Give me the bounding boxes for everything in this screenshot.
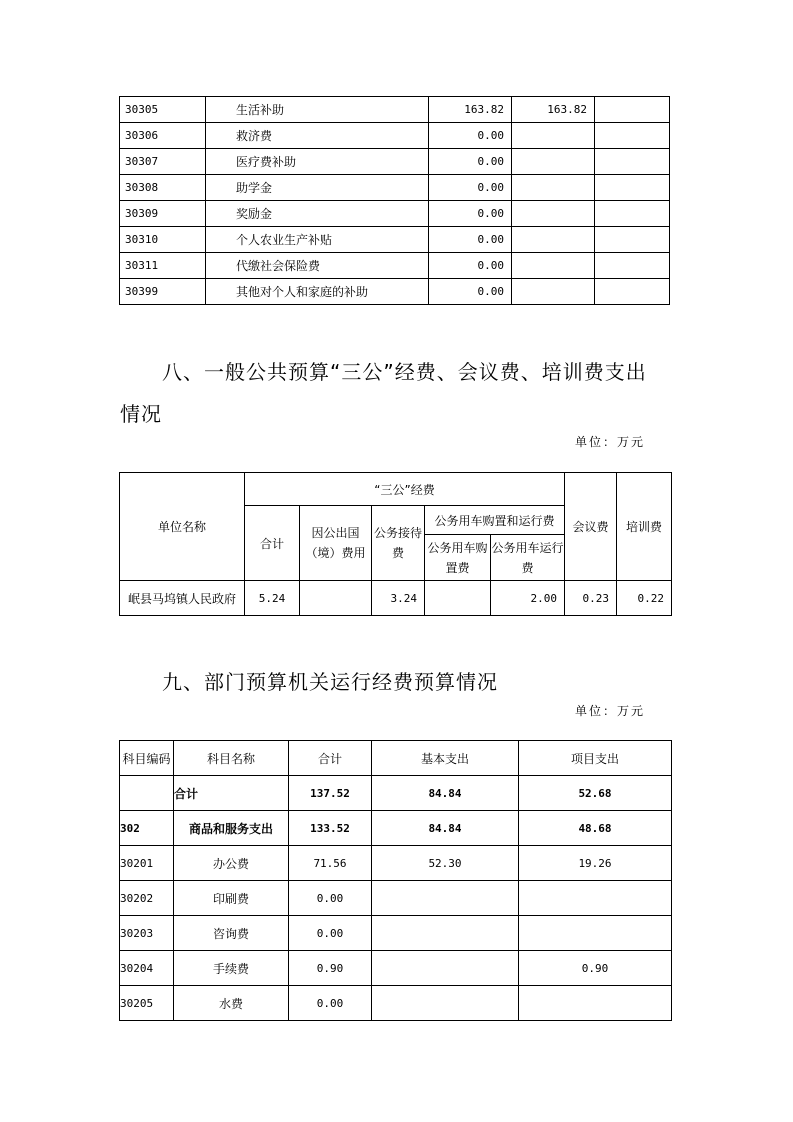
basic-cell: [372, 951, 519, 986]
basic-cell: [512, 253, 595, 279]
table-row: [120, 97, 670, 123]
table-row: [120, 581, 672, 616]
table-row: [120, 881, 672, 916]
abroad-header: 因公出国（境）费用: [300, 506, 372, 581]
vehicle-operation-header: 公务用车运行费: [491, 535, 565, 581]
name-cell: 生活补助: [206, 97, 429, 123]
table-row: [120, 227, 670, 253]
basic-cell: [372, 881, 519, 916]
code-cell: 30306: [120, 123, 206, 149]
name-cell: 商品和服务支出: [174, 811, 289, 846]
name-cell: 手续费: [174, 951, 289, 986]
project-cell: 48.68: [519, 811, 672, 846]
basic-cell: [512, 227, 595, 253]
operating-expense-table: [119, 740, 672, 1021]
code-cell: 30308: [120, 175, 206, 201]
section9-title: 九、部门预算机关运行经费预算情况: [162, 670, 498, 694]
basic-cell: [512, 175, 595, 201]
code-cell: [120, 776, 174, 811]
basic-cell: [512, 201, 595, 227]
name-cell: 合计: [174, 776, 289, 811]
name-cell: 救济费: [206, 123, 429, 149]
code-cell: 30399: [120, 279, 206, 305]
sangong-table: [119, 472, 672, 616]
meeting-header: 会议费: [565, 473, 617, 581]
section9-unit: 单位：万元: [575, 704, 646, 718]
basic-cell: [372, 916, 519, 951]
reception-header: 公务接待费: [372, 506, 425, 581]
table-row: [120, 986, 672, 1021]
section8-unit: 单位：万元: [575, 435, 646, 449]
table-row: [120, 916, 672, 951]
project-cell: [595, 227, 670, 253]
vehicle-header: 公务用车购置和运行费: [425, 506, 565, 535]
basic-cell: [512, 149, 595, 175]
basic-cell: 84.84: [372, 811, 519, 846]
total-cell: 0.00: [429, 201, 512, 227]
name-cell: 咨询费: [174, 916, 289, 951]
project-cell: [595, 175, 670, 201]
code-cell: 30201: [120, 846, 174, 881]
project-cell: 0.90: [519, 951, 672, 986]
total-cell: 0.00: [429, 227, 512, 253]
vehicle-purchase-cell: [425, 581, 491, 616]
total-cell: 137.52: [289, 776, 372, 811]
meeting-cell: 0.23: [565, 581, 617, 616]
table-row: [120, 123, 670, 149]
project-cell: 52.68: [519, 776, 672, 811]
code-cell: 30309: [120, 201, 206, 227]
basic-cell: [512, 123, 595, 149]
project-cell: [595, 149, 670, 175]
name-cell: 个人农业生产补贴: [206, 227, 429, 253]
basic-cell: [512, 279, 595, 305]
code-cell: 30203: [120, 916, 174, 951]
training-header: 培训费: [617, 473, 672, 581]
table-row: [120, 175, 670, 201]
basic-cell: 52.30: [372, 846, 519, 881]
total-cell: 0.90: [289, 951, 372, 986]
project-cell: [595, 201, 670, 227]
table-row: [120, 951, 672, 986]
code-cell: 30310: [120, 227, 206, 253]
name-cell: 办公费: [174, 846, 289, 881]
total-cell: 0.00: [429, 279, 512, 305]
total-cell: 0.00: [429, 175, 512, 201]
name-header: 科目名称: [174, 741, 289, 776]
project-cell: [595, 123, 670, 149]
name-cell: 代缴社会保险费: [206, 253, 429, 279]
code-cell: 30204: [120, 951, 174, 986]
total-cell: 0.00: [289, 916, 372, 951]
code-header: 科目编码: [120, 741, 174, 776]
project-cell: [595, 279, 670, 305]
total-cell: 0.00: [429, 123, 512, 149]
total-cell: 5.24: [245, 581, 300, 616]
total-cell: 71.56: [289, 846, 372, 881]
unit-name-header: 单位名称: [120, 473, 245, 581]
code-cell: 30305: [120, 97, 206, 123]
total-header: 合计: [245, 506, 300, 581]
total-cell: 0.00: [429, 149, 512, 175]
basic-header: 基本支出: [372, 741, 519, 776]
code-cell: 30307: [120, 149, 206, 175]
total-cell: 0.00: [289, 881, 372, 916]
table-row: [120, 201, 670, 227]
name-cell: 医疗费补助: [206, 149, 429, 175]
section8-title-line1: 八、一般公共预算“三公”经费、会议费、培训费支出: [162, 360, 647, 384]
training-cell: 0.22: [617, 581, 672, 616]
project-cell: [519, 881, 672, 916]
table-row: [120, 253, 670, 279]
name-cell: 其他对个人和家庭的补助: [206, 279, 429, 305]
sangong-header: “三公”经费: [245, 473, 565, 506]
vehicle-purchase-header: 公务用车购置费: [425, 535, 491, 581]
name-cell: 水费: [174, 986, 289, 1021]
total-cell: 0.00: [289, 986, 372, 1021]
name-cell: 印刷费: [174, 881, 289, 916]
code-cell: 302: [120, 811, 174, 846]
reception-cell: 3.24: [372, 581, 425, 616]
expense-detail-table: [119, 96, 670, 305]
code-cell: 30202: [120, 881, 174, 916]
project-cell: 19.26: [519, 846, 672, 881]
project-cell: [595, 97, 670, 123]
project-cell: [519, 986, 672, 1021]
name-cell: 助学金: [206, 175, 429, 201]
total-cell: 133.52: [289, 811, 372, 846]
basic-cell: [372, 986, 519, 1021]
abroad-cell: [300, 581, 372, 616]
total-cell: 163.82: [429, 97, 512, 123]
project-header: 项目支出: [519, 741, 672, 776]
table-row: [120, 279, 670, 305]
project-cell: [595, 253, 670, 279]
total-header: 合计: [289, 741, 372, 776]
basic-cell: 84.84: [372, 776, 519, 811]
vehicle-operation-cell: 2.00: [491, 581, 565, 616]
table-row: [120, 149, 670, 175]
project-cell: [519, 916, 672, 951]
basic-cell: 163.82: [512, 97, 595, 123]
total-cell: 0.00: [429, 253, 512, 279]
name-cell: 奖励金: [206, 201, 429, 227]
code-cell: 30205: [120, 986, 174, 1021]
unit-name-cell: 岷县马坞镇人民政府: [120, 581, 245, 616]
code-cell: 30311: [120, 253, 206, 279]
table-row: [120, 811, 672, 846]
table-row: [120, 846, 672, 881]
section8-title-line2: 情况: [120, 402, 162, 426]
table-row: [120, 776, 672, 811]
